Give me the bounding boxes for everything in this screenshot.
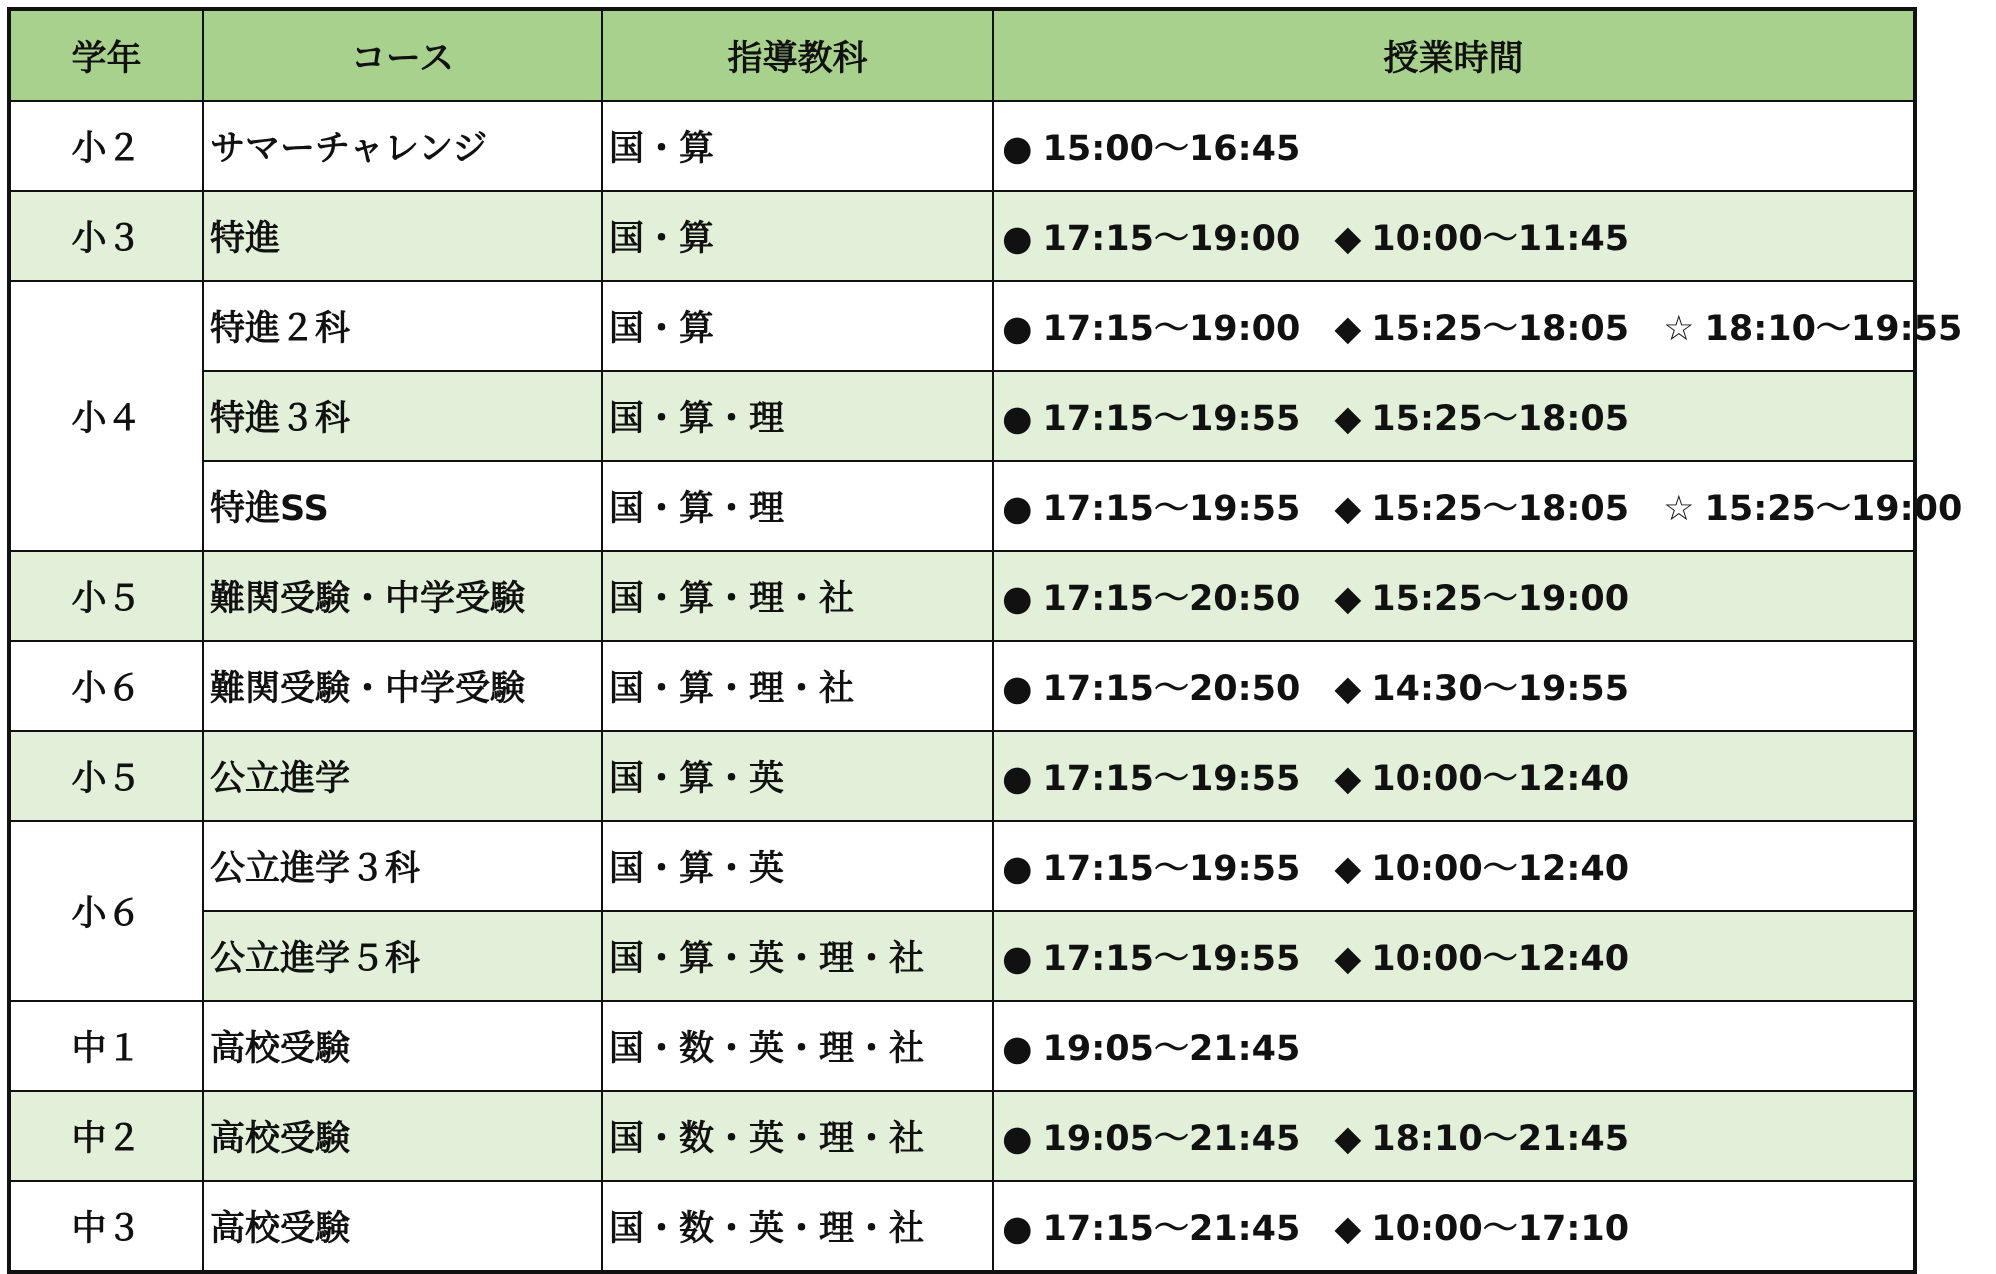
time-slot: [1002, 661, 1300, 711]
times-cell: [993, 101, 1915, 191]
times-cell: [993, 911, 1915, 1001]
circle-mark-icon: ●: [1002, 669, 1033, 709]
times-cell: [993, 641, 1915, 731]
time-range: 17:15～19:55: [1042, 759, 1301, 799]
time-range: 14:30～19:55: [1371, 669, 1630, 709]
time-slot: [1663, 481, 1962, 531]
course-cell: 難関受験・中学受験: [203, 551, 602, 641]
circle-mark-icon: ●: [1002, 219, 1033, 259]
time-range: 17:15～21:45: [1042, 1209, 1301, 1249]
diamond-mark-icon: ◆: [1334, 399, 1362, 439]
diamond-mark-icon: ◆: [1334, 219, 1362, 259]
time-slot: [1002, 1201, 1300, 1251]
time-slot: [1334, 391, 1629, 441]
subjects-cell: 国・数・英・理・社: [602, 1001, 993, 1091]
course-cell: 特進SS: [203, 461, 602, 551]
subjects-cell: 国・算・英: [602, 731, 993, 821]
diamond-mark-icon: ◆: [1334, 1209, 1362, 1249]
time-slot: [1334, 211, 1629, 261]
course-cell: 特進３科: [203, 371, 602, 461]
table-row: [9, 911, 1915, 1001]
time-range: 15:25～19:00: [1371, 579, 1630, 619]
time-slot: [1334, 841, 1629, 891]
header-course: コース: [203, 9, 602, 101]
time-range: 19:05～21:45: [1042, 1119, 1301, 1159]
circle-mark-icon: ●: [1002, 489, 1033, 529]
subjects-cell: 国・算: [602, 191, 993, 281]
time-slot: [1002, 841, 1300, 891]
circle-mark-icon: ●: [1002, 1209, 1033, 1249]
course-cell: 高校受験: [203, 1181, 602, 1272]
times-cell: [993, 191, 1915, 281]
time-slot: [1334, 931, 1629, 981]
grade-cell: 小６: [9, 641, 203, 731]
course-cell: 難関受験・中学受験: [203, 641, 602, 731]
time-range: 17:15～19:00: [1042, 219, 1301, 259]
time-slot: [1334, 751, 1629, 801]
time-slot: [1334, 301, 1629, 351]
time-range: 17:15～20:50: [1042, 579, 1301, 619]
time-range: 10:00～11:45: [1371, 219, 1630, 259]
times-cell: [993, 1001, 1915, 1091]
time-range: 19:05～21:45: [1042, 1029, 1301, 1069]
time-slot: [1334, 661, 1629, 711]
time-slot: [1334, 481, 1629, 531]
grade-cell: 中１: [9, 1001, 203, 1091]
time-range: 17:15～19:55: [1042, 399, 1301, 439]
subjects-cell: 国・算・理: [602, 461, 993, 551]
circle-mark-icon: ●: [1002, 939, 1033, 979]
star-mark-icon: ☆: [1663, 309, 1695, 349]
course-cell: 特進２科: [203, 281, 602, 371]
table-row: [9, 191, 1915, 281]
time-slot: [1002, 211, 1300, 261]
times-cell: [993, 551, 1915, 641]
header-times: 授業時間: [993, 9, 1915, 101]
diamond-mark-icon: ◆: [1334, 939, 1362, 979]
time-range: 15:25～19:00: [1704, 489, 1963, 529]
time-slot: [1002, 1021, 1300, 1071]
times-cell: [993, 371, 1915, 461]
times-cell: [993, 281, 1963, 371]
time-range: 17:15～19:55: [1042, 849, 1301, 889]
grade-cell: 小２: [9, 101, 203, 191]
grade-cell: 小３: [9, 191, 203, 281]
time-slot: [1002, 391, 1300, 441]
grade-cell: 小５: [9, 551, 203, 641]
circle-mark-icon: ●: [1002, 1119, 1033, 1159]
circle-mark-icon: ●: [1002, 129, 1033, 169]
time-range: 17:15～19:55: [1042, 939, 1301, 979]
time-slot: [1334, 571, 1629, 621]
time-range: 10:00～12:40: [1371, 939, 1630, 979]
circle-mark-icon: ●: [1002, 1029, 1033, 1069]
time-range: 18:10～19:55: [1704, 309, 1963, 349]
grade-cell: 中３: [9, 1181, 203, 1272]
schedule-table: [7, 7, 1963, 1274]
table-row: [9, 281, 1915, 371]
diamond-mark-icon: ◆: [1334, 669, 1362, 709]
course-cell: 高校受験: [203, 1001, 602, 1091]
time-slot: [1002, 931, 1300, 981]
circle-mark-icon: ●: [1002, 849, 1033, 889]
time-range: 10:00～12:40: [1371, 849, 1630, 889]
subjects-cell: 国・数・英・理・社: [602, 1181, 993, 1272]
time-range: 15:25～18:05: [1371, 309, 1630, 349]
time-range: 17:15～19:55: [1042, 489, 1301, 529]
course-cell: サマーチャレンジ: [203, 101, 602, 191]
table-row: [9, 551, 1915, 641]
star-mark-icon: ☆: [1663, 489, 1695, 529]
times-cell: [993, 731, 1915, 821]
circle-mark-icon: ●: [1002, 759, 1033, 799]
time-range: 15:25～18:05: [1371, 489, 1630, 529]
time-range: 18:10～21:45: [1371, 1119, 1630, 1159]
subjects-cell: 国・算・英・理・社: [602, 911, 993, 1001]
grade-cell: 小６: [9, 821, 203, 1001]
table-row: [9, 101, 1915, 191]
time-range: 10:00～17:10: [1371, 1209, 1630, 1249]
table-row: [9, 641, 1915, 731]
time-slot: [1002, 121, 1300, 171]
table-row: [9, 461, 1915, 551]
course-cell: 特進: [203, 191, 602, 281]
grade-cell: 小５: [9, 731, 203, 821]
time-slot: [1002, 571, 1300, 621]
grade-cell: 中２: [9, 1091, 203, 1181]
table-row: [9, 1181, 1915, 1272]
diamond-mark-icon: ◆: [1334, 579, 1362, 619]
times-cell: [993, 821, 1915, 911]
time-slot: [1334, 1201, 1629, 1251]
time-range: 17:15～20:50: [1042, 669, 1301, 709]
course-cell: 公立進学３科: [203, 821, 602, 911]
subjects-cell: 国・算・理・社: [602, 551, 993, 641]
times-cell: [993, 1181, 1915, 1272]
time-slot: [1334, 1111, 1629, 1161]
header-grade: 学年: [9, 9, 203, 101]
time-slot: [1002, 1111, 1300, 1161]
diamond-mark-icon: ◆: [1334, 309, 1362, 349]
subjects-cell: 国・算: [602, 281, 993, 371]
time-slot: [1663, 301, 1962, 351]
circle-mark-icon: ●: [1002, 579, 1033, 619]
subjects-cell: 国・算: [602, 101, 993, 191]
time-range: 15:25～18:05: [1371, 399, 1630, 439]
time-range: 17:15～19:00: [1042, 309, 1301, 349]
time-slot: [1002, 751, 1300, 801]
time-slot: [1002, 481, 1300, 531]
circle-mark-icon: ●: [1002, 399, 1033, 439]
table-row: [9, 1091, 1915, 1181]
diamond-mark-icon: ◆: [1334, 1119, 1362, 1159]
table-row: [9, 1001, 1915, 1091]
times-cell: [993, 1091, 1915, 1181]
subjects-cell: 国・数・英・理・社: [602, 1091, 993, 1181]
table-row: [9, 371, 1915, 461]
header-subjects: 指導教科: [602, 9, 993, 101]
header-row: [9, 9, 1915, 101]
diamond-mark-icon: ◆: [1334, 759, 1362, 799]
time-range: 15:00～16:45: [1042, 129, 1301, 169]
grade-cell: 小４: [9, 281, 203, 551]
circle-mark-icon: ●: [1002, 309, 1033, 349]
diamond-mark-icon: ◆: [1334, 489, 1362, 529]
table-row: [9, 821, 1915, 911]
time-slot: [1002, 301, 1300, 351]
subjects-cell: 国・算・理: [602, 371, 993, 461]
subjects-cell: 国・算・理・社: [602, 641, 993, 731]
schedule-body: [9, 101, 1963, 1272]
diamond-mark-icon: ◆: [1334, 849, 1362, 889]
subjects-cell: 国・算・英: [602, 821, 993, 911]
course-cell: 高校受験: [203, 1091, 602, 1181]
times-cell: [993, 461, 1963, 551]
time-range: 10:00～12:40: [1371, 759, 1630, 799]
table-row: [9, 731, 1915, 821]
course-cell: 公立進学: [203, 731, 602, 821]
course-cell: 公立進学５科: [203, 911, 602, 1001]
